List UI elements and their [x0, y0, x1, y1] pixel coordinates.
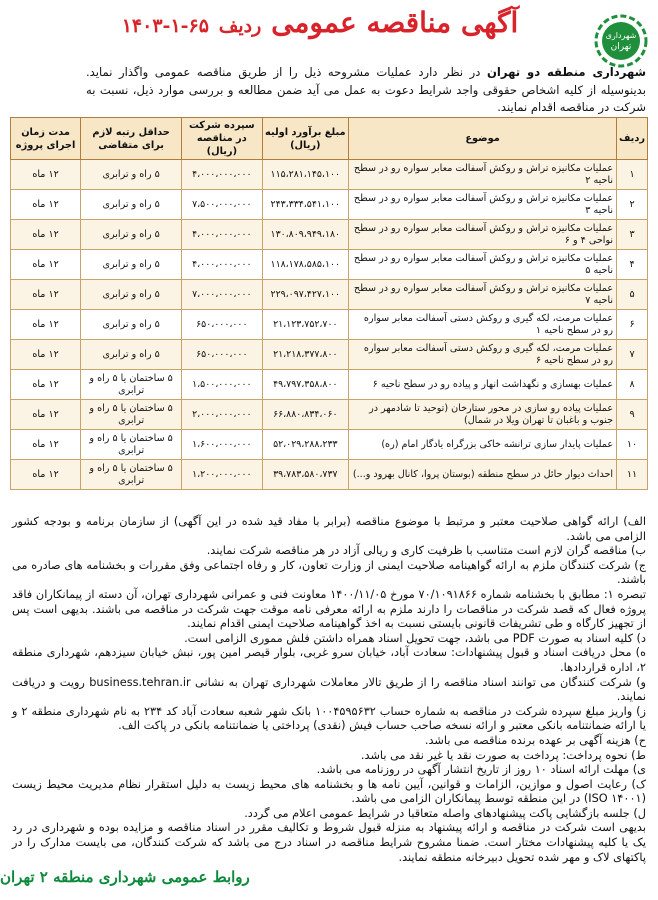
- cell-subject: عملیات پایدار سازی ترانشه خاکی بزرگراه یادگار امام (ره): [349, 430, 617, 460]
- cell-deposit: ۷،۵۰۰،۰۰۰،۰۰۰: [182, 190, 262, 220]
- title-text: آگهی مناقصه عمومی: [271, 6, 519, 39]
- cell-duration: ۱۲ ماه: [11, 310, 81, 340]
- cell-duration: ۱۲ ماه: [11, 280, 81, 310]
- cell-no: ۱: [617, 160, 648, 190]
- cell-no: ۶: [617, 310, 648, 340]
- cell-grade: ۵ راه و ترابری: [81, 340, 182, 370]
- cell-subject: عملیات مکانیزه تراش و روکش آسفالت معابر سواره رو در سطح ناحیه ۳: [349, 190, 617, 220]
- cell-no: ۹: [617, 400, 648, 430]
- page-title: [110, 6, 530, 39]
- cell-grade: ۵ راه و ترابری: [81, 220, 182, 250]
- cell-subject: عملیات بهسازی و نگهداشت انهار و پیاده رو در سطح ناحیه ۶: [349, 370, 617, 400]
- cell-no: ۱۱: [617, 460, 648, 490]
- note-item: تبصره ۱: مطابق با بخشنامه شماره ۷۰/۱۰۹۱۸۶۶ مورخ ۱۴۰۰/۱۱/۰۵ معاونت فنی و عمرانی شهرداری تهران، آن دسته از پیمانکاران فاقد پروژه فعال که قصد شرکت در مناقصات را دارند ملزم به ارائه معرفی نامه موقت جهت شرکت در مناقصه می باشند. بدیهی است پس از تجهیز کارگاه و طی تشریفات قانونی بایستی نسبت به اخذ گواهینامه صلاحیت ایمنی اقدام نمایند.: [12, 587, 646, 631]
- cell-duration: ۱۲ ماه: [11, 370, 81, 400]
- cell-grade: ۵ راه و ترابری: [81, 190, 182, 220]
- note-item: بدیهی است شرکت در مناقصه و ارائه پیشنهاد به منزله قبول شروط و تکالیف مقرر در اسناد مناقصه و مزایده بوده و شهرداری در رد یک یا کلیه پیشنهادات مختار است. ضمنا مشروح شرایط مناقصه در اسناد درج می باشد که شرکت کنندگان، می بایست مدارک را در پاکتهای لاک و مهر شده تحویل دبیرخانه منطقه نمایند.: [12, 821, 646, 864]
- cell-duration: ۱۲ ماه: [11, 250, 81, 280]
- title-ref-number: ۶۵-۱-۱۴۰۳: [121, 15, 209, 37]
- logo-text-2: تهران: [610, 42, 632, 52]
- cell-deposit: ۴،۰۰۰،۰۰۰،۰۰۰: [182, 160, 262, 190]
- note-item: ک) رعایت اصول و موازین، الزامات و قوانین، آیین نامه ها و بخشنامه های محیط زیست به دلیل استقرار نظام مدیریت محیط زیست (ISO ۱۴۰۰۱) در این منطقه توسط پیمانکاران الزامی می باشد.: [12, 777, 646, 806]
- cell-budget: ۲۲۹،۰۹۷،۴۲۷،۱۰۰: [262, 280, 349, 310]
- table-row: [11, 400, 648, 430]
- cell-deposit: ۷،۰۰۰،۰۰۰،۰۰۰: [182, 280, 262, 310]
- cell-duration: ۱۲ ماه: [11, 220, 81, 250]
- table-row: [11, 220, 648, 250]
- cell-grade: ۵ راه و ترابری: [81, 250, 182, 280]
- cell-budget: ۲۱،۲۱۸،۳۷۷،۸۰۰: [262, 340, 349, 370]
- cell-deposit: ۴،۰۰۰،۰۰۰،۰۰۰: [182, 220, 262, 250]
- cell-subject: عملیات مکانیزه تراش و روکش آسفالت معابر سواره رو در سطح ناحیه ۷: [349, 280, 617, 310]
- cell-grade: ۵ راه و ترابری: [81, 280, 182, 310]
- table-row: [11, 190, 648, 220]
- tenders-table: [10, 117, 648, 490]
- note-item: و) شرکت کنندگان می توانند اسناد مناقصه را از طریق تالار معاملات شهرداری تهران به نشانی business.tehran.ir رویت و دریافت نمایند.: [12, 675, 646, 704]
- note-item: الف) ارائه گواهی صلاحیت معتبر و مرتبط با موضوع مناقصه (برابر با مفاد قید شده در این آگهی) از سازمان برنامه و بودجه کشور الزامی می باشد.: [12, 515, 646, 543]
- logo-text-1: شهرداری: [605, 31, 637, 40]
- cell-subject: عملیات مرمت، لکه گیری و روکش دستی آسفالت معابر سواره رو در سطح ناحیه ۶: [349, 340, 617, 370]
- cell-grade: ۵ راه و ترابری: [81, 160, 182, 190]
- cell-budget: ۱۱۸،۱۷۸،۵۸۵،۱۰۰: [262, 250, 349, 280]
- intro-paragraph: [86, 64, 646, 117]
- cell-grade: ۵ راه و ترابری: [81, 310, 182, 340]
- table-row: [11, 430, 648, 460]
- cell-grade: ۵ ساختمان یا ۵ راه و ترابری: [81, 460, 182, 490]
- table-body: [11, 160, 648, 490]
- cell-subject: احداث دیوار حائل در سطح منطقه (بوستان پروا، کانال بهرود و...): [349, 460, 617, 490]
- table-row: [11, 310, 648, 340]
- note-item: ز) واریز مبلغ سپرده شرکت در مناقصه به شماره حساب ۱۰۰۴۵۹۵۶۳۲ بانک شهر شعبه سعادت آباد کد ۲۳۴ به نام شهرداری منطقه ۲ و یا ارائه ضمانتنامه بانکی معتبر و ارائه نسخه صاحب حساب فیش (نقدی) پرداختی یا ضمانتنامه بانکی در پاکت الف.: [12, 704, 647, 733]
- cell-deposit: ۲،۰۰۰،۰۰۰،۰۰۰: [182, 400, 262, 430]
- cell-budget: ۳۹،۷۸۳،۵۸۰،۷۳۷: [262, 460, 349, 490]
- cell-deposit: ۶۵۰،۰۰۰،۰۰۰: [182, 310, 262, 340]
- note-item: ی) مهلت ارائه اسناد ۱۰ روز از تاریخ انتشار آگهی در روزنامه می باشد.: [316, 763, 646, 777]
- cell-deposit: ۱،۲۰۰،۰۰۰،۰۰۰: [182, 460, 262, 490]
- intro-line-3: در مناقصه اقدام نمایند.: [497, 100, 610, 114]
- cell-no: ۷: [617, 340, 648, 370]
- cell-budget: ۱۱۵،۲۸۱،۱۴۵،۱۰۰: [262, 160, 349, 190]
- cell-deposit: ۶۵۰،۰۰۰،۰۰۰: [182, 340, 262, 370]
- cell-deposit: ۴،۰۰۰،۰۰۰،۰۰۰: [182, 250, 262, 280]
- conditions-notes: [12, 515, 646, 865]
- table-row: [11, 370, 648, 400]
- intro-line-2: از کلیه اشخاص حقوقی واجد شرایط دعوت به عمل می آید ضمن مطالعه و بررسی موارد ذیل، نسبت به شرکت: [86, 82, 646, 114]
- organization-name: شهرداری منطقه دو تهران: [487, 65, 646, 79]
- table-row: [11, 250, 648, 280]
- cell-budget: ۶۶،۸۸۰،۸۳۴،۰۶۰: [262, 400, 349, 430]
- cell-budget: ۵۲،۰۲۹،۲۸۸،۲۳۳: [262, 430, 349, 460]
- cell-no: ۱۰: [617, 430, 648, 460]
- note-item: ح) هزینه آگهی بر عهده برنده مناقصه می باشد.: [424, 733, 646, 747]
- cell-budget: ۲۱،۱۲۳،۷۵۲،۷۰۰: [262, 310, 349, 340]
- note-item: د) کلیه اسناد به صورت PDF می باشد، جهت تحویل اسناد همراه داشتن فلش مموری الزامی است.: [184, 631, 646, 645]
- cell-budget: ۴۹،۷۹۷،۳۵۸،۸۰۰: [262, 370, 349, 400]
- cell-subject: عملیات پیاده رو سازی در محور ستارخان (توحید تا شادمهر در جنوب و باغبان تا تهران ویلا در شمال): [349, 400, 617, 430]
- cell-subject: عملیات مرمت، لکه گیری و روکش دستی آسفالت معابر سواره رو در سطح ناحیه ۱: [349, 310, 617, 340]
- cell-grade: ۵ ساختمان یا ۵ راه و ترابری: [81, 430, 182, 460]
- note-item: ب) مناقصه گران لازم است متناسب با ظرفیت کاری و ریالی آزاد در هر مناقصه شرکت نمایند.: [206, 544, 646, 558]
- cell-subject: عملیات مکانیزه تراش و روکش آسفالت معابر سواره رو در سطح نواحی ۴ و ۶: [349, 220, 617, 250]
- note-item: ط) نحوه پرداخت: پرداخت به صورت نقد یا غیر نقد می باشد.: [360, 748, 646, 762]
- col-header-row-no: ردیف: [617, 118, 648, 160]
- cell-budget: ۱۳۰،۸۰۹،۹۴۹،۱۸۰: [262, 220, 349, 250]
- cell-duration: ۱۲ ماه: [11, 430, 81, 460]
- col-header-grade: حداقل رتبه لازم برای متقاضی: [81, 118, 182, 160]
- cell-no: ۸: [617, 370, 648, 400]
- cell-no: ۵: [617, 280, 648, 310]
- note-item: ه) محل دریافت اسناد و قبول پیشنهادات: سعادت آباد، خیابان سرو غربی، بلوار قیصر امین پور، نبش خیابان سیزدهم، شهرداری منطقه ۲، اداره قراردادها.: [12, 646, 646, 674]
- cell-duration: ۱۲ ماه: [11, 340, 81, 370]
- table-row: [11, 340, 648, 370]
- table-row: [11, 160, 648, 190]
- table-row: [11, 460, 648, 490]
- tehran-municipality-logo-icon: [594, 14, 648, 68]
- cell-deposit: ۱،۵۰۰،۰۰۰،۰۰۰: [182, 370, 262, 400]
- cell-no: ۲: [617, 190, 648, 220]
- col-header-subject: موضوع: [349, 118, 617, 160]
- table-header-row: [11, 118, 648, 160]
- cell-duration: ۱۲ ماه: [11, 460, 81, 490]
- page-header: [0, 0, 658, 62]
- cell-no: ۴: [617, 250, 648, 280]
- col-header-deposit: سپرده شرکت در مناقصه (ریال): [182, 118, 262, 160]
- cell-grade: ۵ ساختمان یا ۵ راه و ترابری: [81, 370, 182, 400]
- cell-grade: ۵ ساختمان یا ۵ راه و ترابری: [81, 400, 182, 430]
- title-ref-label: ردیف: [218, 15, 262, 37]
- note-item: ج) شرکت کنندگان ملزم به ارائه گواهینامه صلاحیت ایمنی از وزارت تعاون، کار و رفاه اجتماعی وفق مقررات و بخشنامه های صادره می باشند.: [12, 558, 646, 587]
- cell-subject: عملیات مکانیزه تراش و روکش آسفالت معابر سواره رو در سطح ناحیه ۲: [349, 160, 617, 190]
- col-header-duration: مدت زمان اجرای پروژه: [11, 118, 81, 160]
- cell-duration: ۱۲ ماه: [11, 400, 81, 430]
- cell-budget: ۲۴۳،۳۳۴،۵۴۱،۱۰۰: [262, 190, 349, 220]
- cell-subject: عملیات مکانیزه تراش و روکش آسفالت معابر سواره رو در سطح ناحیه ۵: [349, 250, 617, 280]
- footer-public-relations: روابط عمومی شهرداری منطقه ۲ تهران: [0, 868, 250, 886]
- note-item: ل) جلسه بازگشایی پاکت پیشنهادهای واصله متعاقبا در شرایط عمومی اعلام می گردد.: [244, 806, 646, 820]
- intro-line-1: در نظر دارد عملیات مشروحه ذیل را از طریق مناقصه عمومی واگذار نماید. بدینوسیله: [86, 65, 646, 97]
- table-row: [11, 280, 648, 310]
- cell-no: ۳: [617, 220, 648, 250]
- cell-duration: ۱۲ ماه: [11, 190, 81, 220]
- col-header-budget: مبلغ برآورد اولیه (ریال): [262, 118, 349, 160]
- cell-deposit: ۱،۶۰۰،۰۰۰،۰۰۰: [182, 430, 262, 460]
- cell-duration: ۱۲ ماه: [11, 160, 81, 190]
